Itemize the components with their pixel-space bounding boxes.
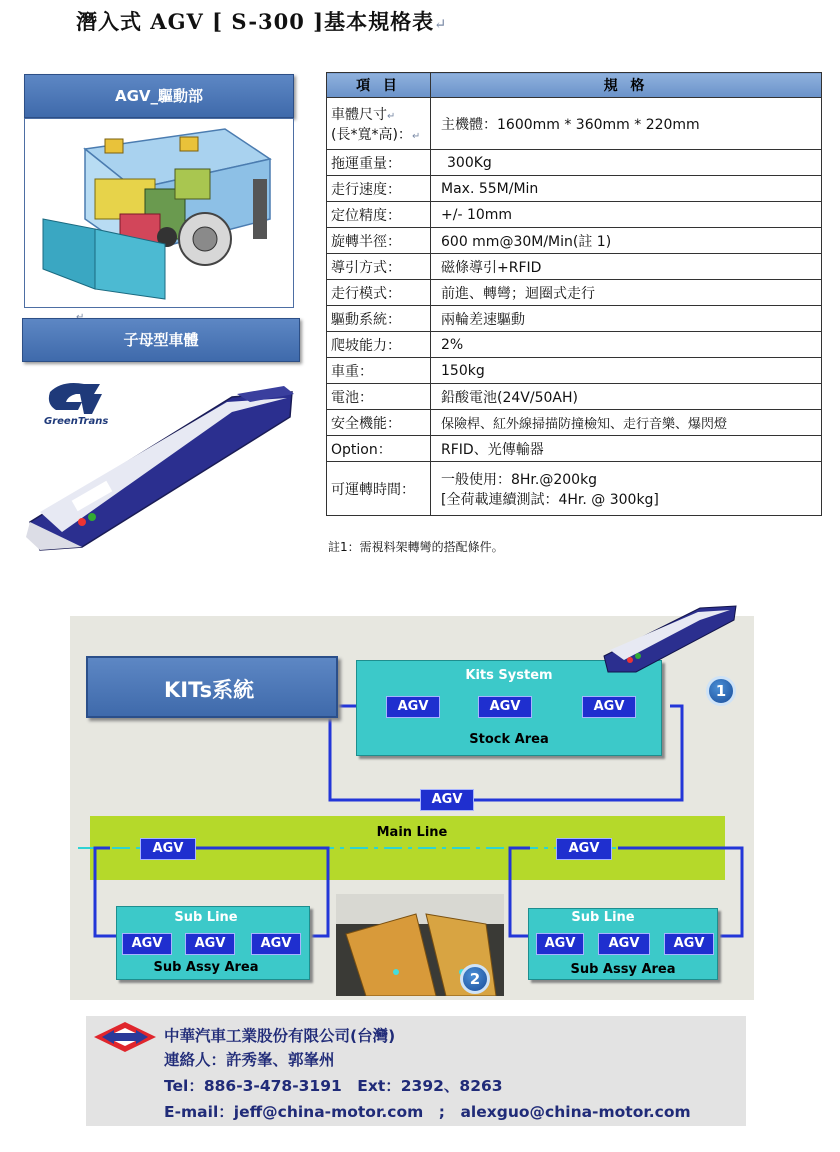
left-sub-assy-label: Sub Assy Area: [153, 960, 259, 975]
paragraph-mark-icon: ↵: [434, 16, 448, 33]
agv-vehicle-image: [600, 598, 740, 676]
kit-vehicle-label: 子母型車體: [123, 331, 199, 349]
table-row: [327, 254, 822, 280]
spec-item: 走行速度：: [327, 176, 431, 202]
table-row: [327, 358, 822, 384]
badge-1: 1: [706, 676, 736, 706]
page-title: [76, 6, 447, 36]
spec-value: RFID、光傳輸器: [431, 436, 822, 462]
main-line-label: Main Line: [376, 825, 448, 840]
kits-title-box: [86, 656, 338, 718]
table-row: [327, 98, 822, 150]
spec-value: 保險桿、紅外線掃描防撞檢知、走行音樂、爆閃燈: [431, 410, 822, 436]
spec-item: 安全機能：: [327, 410, 431, 436]
spec-value: 150kg: [431, 358, 822, 384]
table-row: [327, 202, 822, 228]
table-row: [327, 228, 822, 254]
table-header-row: [327, 73, 822, 98]
spec-value: Max. 55M/Min: [431, 176, 822, 202]
agv-unit: AGV: [251, 933, 301, 955]
drive-unit-image: [24, 118, 294, 308]
table-row: [327, 384, 822, 410]
spec-item: 車體尺寸↵ (長*寬*高)：↵: [327, 98, 431, 150]
spec-value: 600 mm@30M/Min(註 1): [431, 228, 822, 254]
agv-unit: AGV: [582, 696, 636, 718]
page-title-text: 潛入式 AGV [ S-300 ]基本規格表: [76, 9, 435, 34]
agv-unit: AGV: [536, 933, 584, 955]
left-sub-line-label: Sub Line: [174, 910, 238, 925]
agv-unit: AGV: [140, 838, 196, 860]
spec-item: Option：: [327, 436, 431, 462]
greentrans-logo: [44, 380, 108, 427]
spec-value: 兩輪差速驅動: [431, 306, 822, 332]
agv-unit: AGV: [664, 933, 714, 955]
spec-value: +/- 10mm: [431, 202, 822, 228]
table-row: [327, 176, 822, 202]
company-logo: [92, 1020, 158, 1054]
spec-table: [326, 72, 822, 516]
agv-unit: AGV: [122, 933, 172, 955]
table-row: [327, 436, 822, 462]
stock-area-label: Stock Area: [469, 732, 549, 747]
drive-unit-header: [24, 74, 294, 118]
table-row: [327, 150, 822, 176]
spec-value: 鉛酸電池(24V/50AH): [431, 384, 822, 410]
spec-item: 爬坡能力：: [327, 332, 431, 358]
spec-item: 拖運重量：: [327, 150, 431, 176]
spec-value: 前進、轉彎；迴圈式走行: [431, 280, 822, 306]
kit-vehicle-header: [22, 318, 300, 362]
company-name: 中華汽車工業股份有限公司(台灣): [164, 1027, 396, 1045]
agv-unit: AGV: [556, 838, 612, 860]
spec-value: 2%: [431, 332, 822, 358]
kits-system-diagram: [70, 616, 754, 1000]
spec-item: 電池：: [327, 384, 431, 410]
table-row: [327, 306, 822, 332]
logo-text: GreenTrans: [44, 416, 109, 427]
footnote: 註1：需視料架轉彎的搭配條件。: [328, 540, 504, 554]
spec-value: 磁條導引+RFID: [431, 254, 822, 280]
runtime-normal: 一般使用：8Hr.@200kg: [441, 471, 598, 488]
column-header-spec: 規 格: [431, 73, 822, 98]
badge-2: 2: [460, 964, 490, 994]
kits-title: KITs系統: [164, 678, 255, 702]
agv-unit: AGV: [420, 789, 474, 811]
spec-item: 導引方式：: [327, 254, 431, 280]
spec-value: 主機體：1600mm * 360mm * 220mm: [431, 98, 822, 150]
spec-item: 驅動系統：: [327, 306, 431, 332]
spec-item: 旋轉半徑：: [327, 228, 431, 254]
spec-value: 300Kg: [431, 150, 822, 176]
spec-item: 可運轉時間：: [327, 462, 431, 516]
runtime-full-load: [全荷載連續測試：4Hr. @ 300kg]: [441, 491, 659, 508]
spec-item: 走行模式：: [327, 280, 431, 306]
kits-system-label: Kits System: [465, 668, 553, 683]
right-sub-assy-label: Sub Assy Area: [570, 962, 676, 977]
column-header-item: 項 目: [327, 73, 431, 98]
table-row: [327, 280, 822, 306]
contact-block: [86, 1016, 746, 1126]
right-sub-line-label: Sub Line: [571, 910, 635, 925]
contact-email[interactable]: E-mail：jeff@china-motor.com ; alexguo@china-motor.com: [164, 1103, 691, 1121]
agv-unit: AGV: [185, 933, 235, 955]
kit-vehicle-image: [22, 372, 300, 557]
spec-item: 車重：: [327, 358, 431, 384]
table-row: [327, 332, 822, 358]
spec-item: 定位精度：: [327, 202, 431, 228]
contact-people: 連絡人：許秀峯、郭峯州: [164, 1051, 335, 1069]
contact-tel: Tel：886-3-478-3191 Ext：2392、8263: [164, 1077, 503, 1095]
agv-unit: AGV: [386, 696, 440, 718]
agv-unit: AGV: [478, 696, 532, 718]
agv-unit: AGV: [598, 933, 650, 955]
table-row: [327, 462, 822, 516]
spec-value: [431, 462, 822, 516]
table-row: [327, 410, 822, 436]
drive-unit-label: AGV_驅動部: [114, 87, 204, 105]
